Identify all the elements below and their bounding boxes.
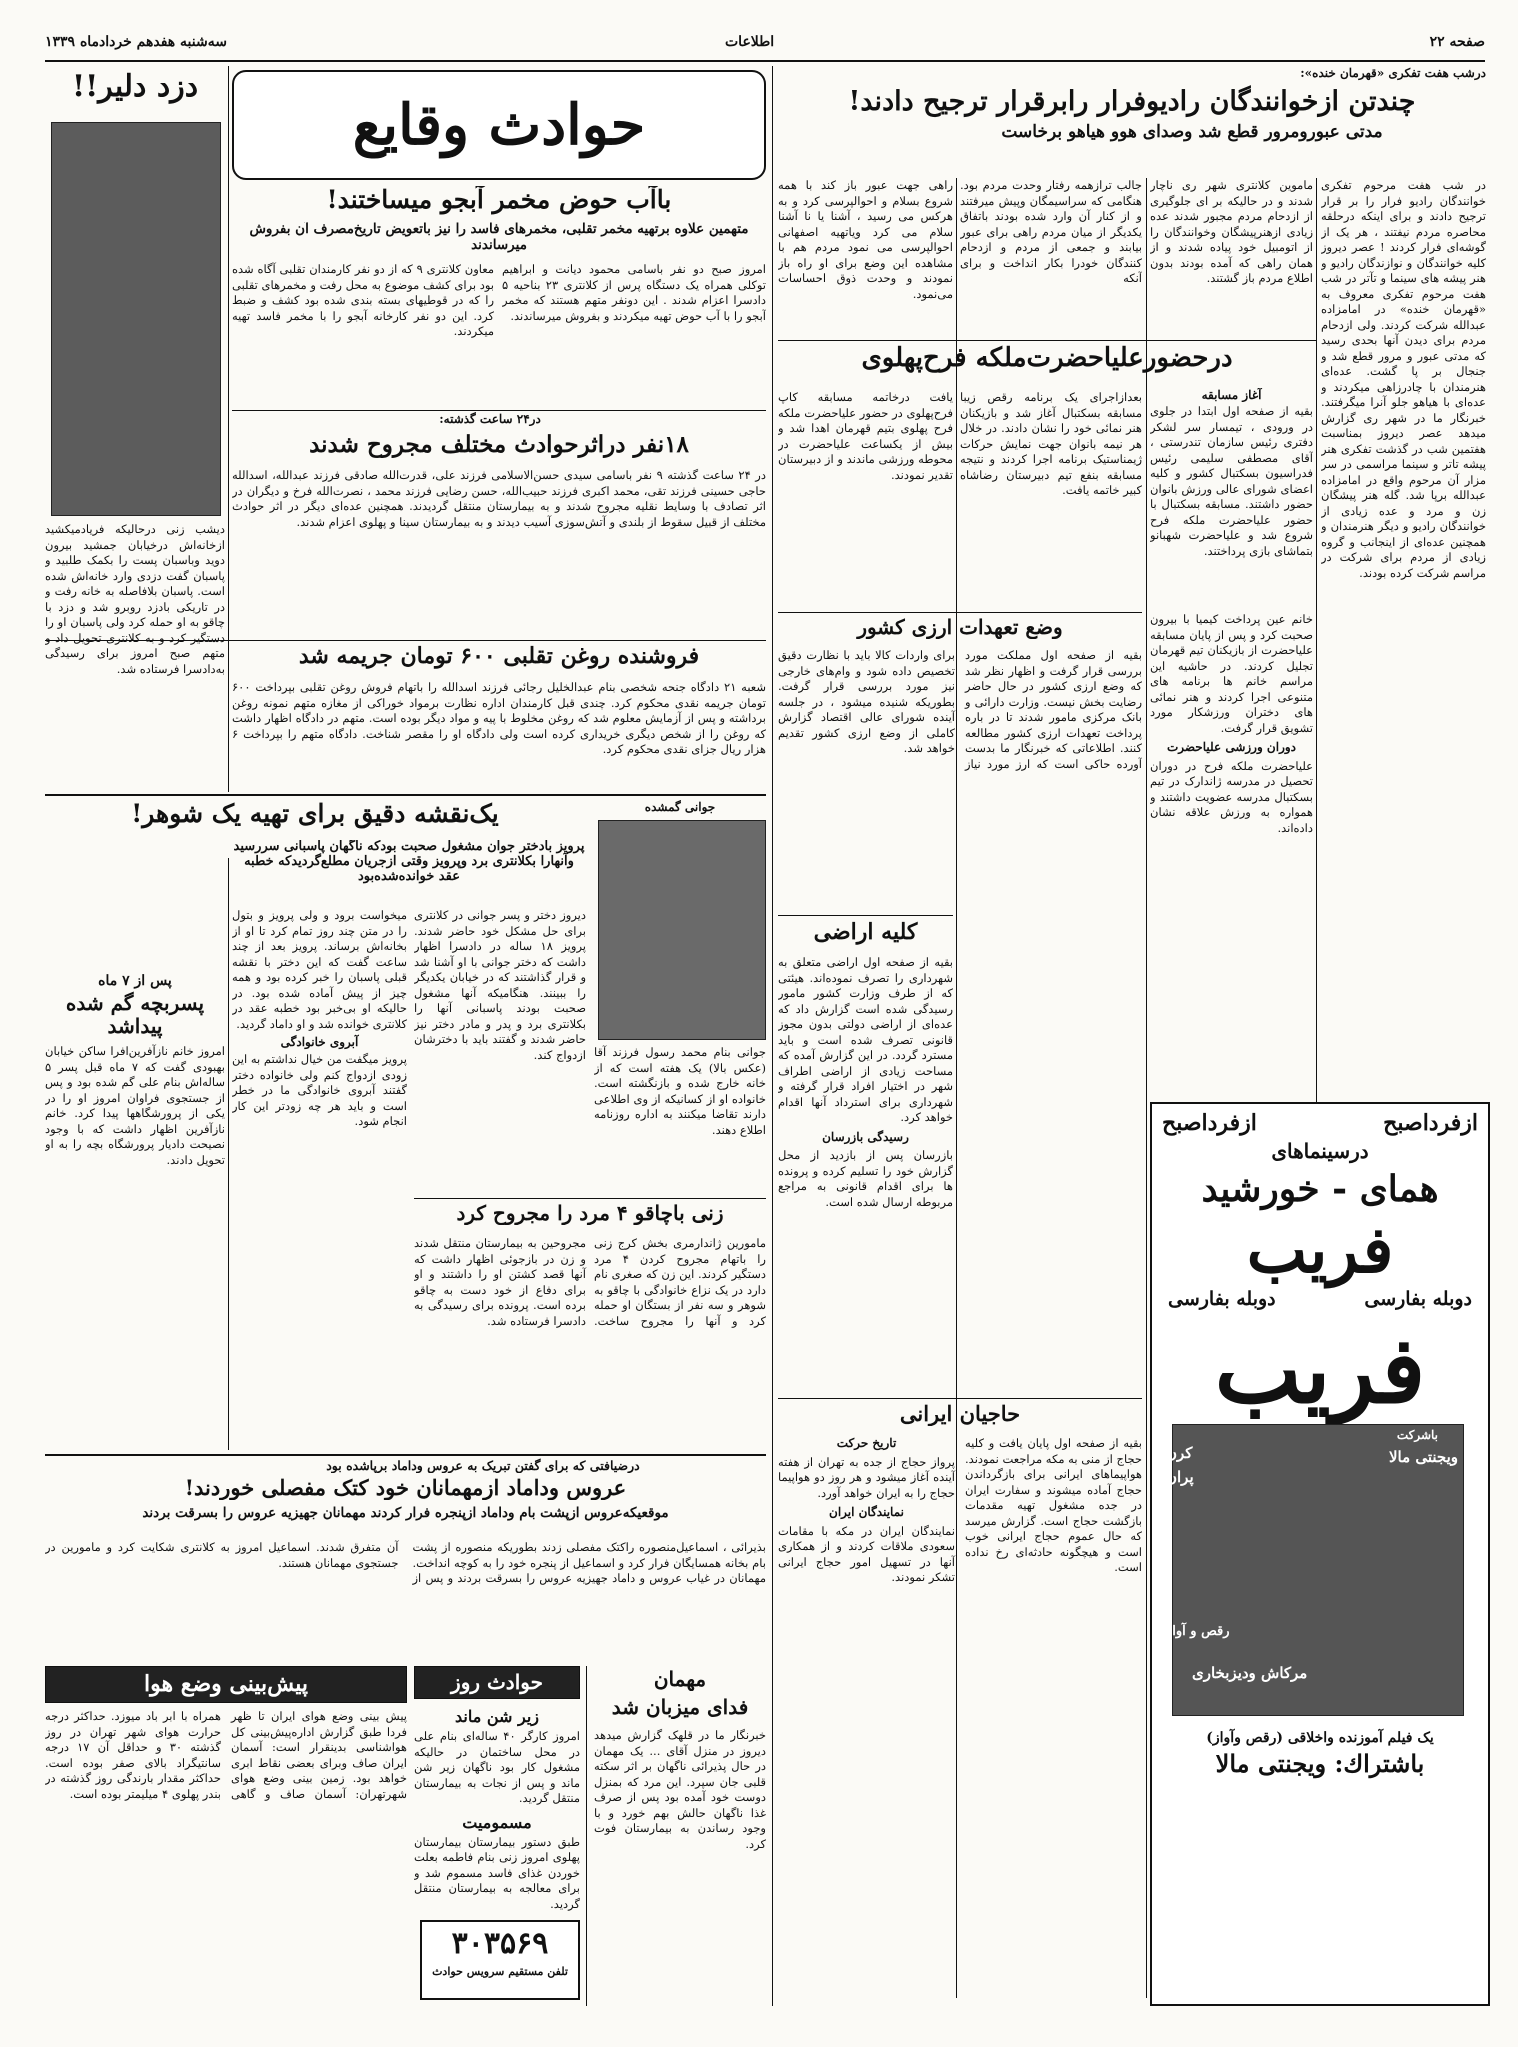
- pilgrims-sub: تاریخ حرکت: [836, 1436, 897, 1450]
- radio-headline: چندتن ازخوانندگان رادیوفرار رابرقرار ترجیح دادند!: [848, 86, 1416, 117]
- lands-sub: رسیدگی بازرسان: [822, 1129, 909, 1144]
- phone-label: تلفن مستقیم سرویس حوادث: [432, 1965, 568, 1978]
- guest-text: خبرنگار ما در قلهک گزارش میدهد دیروز در منزل آقای ... یک مهمان در حال پذیرائی ناگهان بر اثر سکته قلبی جان سپرد. این مرد که بمنزل دوست خود آمده بود پس از صرف غذا ناگهان حالش بهم خورد و با وجود رساندن به بیمارستان فوت کرد.: [594, 1728, 766, 1851]
- injured-headline: ۱۸نفر دراثرحوادث مختلف مجروح شدند: [309, 432, 689, 458]
- lost-boy-rule: [228, 858, 229, 1450]
- plan-sub1: پرویز بادختر جوان مشغول صحبت بودکه ناگهان پاسبانی سررسید وآنهارا بکلانتری برد وپرویز وقتی ازجریان مطلع‌گردیدکه خطبه عقد خوانده‌شده‌بود: [233, 840, 585, 884]
- queen-continued-text2: علیاحضرت ملکه فرح در دوران تحصیل در مدرسه ژاندارک در تیم بسکتبال مدرسه عضویت داشتند و همواره به ورزش علاقه نشان داده‌اند.: [1150, 758, 1313, 835]
- oil-headline: فروشنده روغن تقلبی ۶۰۰ تومان جریمه شد: [298, 644, 700, 669]
- queen-headline: درحضورعلیاحضرت‌ملکه فرح‌پهلوی: [861, 344, 1233, 373]
- radio-col-rule: [1316, 178, 1317, 1108]
- thief-photo: [51, 122, 221, 516]
- plan-col-3: پرویز میگفت من خیال نداشتم به این زودی ازدواج کنم ولی خانواده دختر گفتند آبروی خانوادگی ما در خطر است و باید هر چه زودتر این کار انجام شود.: [232, 1052, 407, 1128]
- lost-boy: [45, 850, 225, 1450]
- mid-col-rule-2: [1146, 178, 1147, 1998]
- cinema-starring: باشتراك: ویجنتی مالا: [1215, 1748, 1425, 1778]
- abjo-col-2: معاون کلانتری ۹ که از دو نفر کارمندان تقلبی آگاه شده بود برای کشف موضوع به محل رفت و مخمرهای تقلبی را که در قوطیهای بسته بندی شده بود کشف و ضبط کرد. این دو نفر کارخانه آبجو را با مخمر فاسد تهیه میکردند.: [232, 262, 494, 338]
- radio-col-2: ماموین کلانتری شهر ری ناچار شدند و در حالیکه بر ای جلوگیری از ازدحام مردم مجبور شدند عده زیادی ازهنرپیشگان وخوانندگان را از اتومبیل خود پیاده شدند و از همان راهی که آمده بودند بدون اطلاع مردم باز گشتند.: [1150, 178, 1313, 285]
- radio-col-1: در شب هفت مرحوم تفکری خوانندگان رادیو فرار را بر قرار ترجیح دادند و برای اینکه درحلقه محاصره مردم نیفتند ، هر یک از گوشه‌ای فرار کردند ! عصر دیروز کلیه خوانندگان و نوازندگان رادیو و هنر پیشه های سینما و تآتر در شب هفت مرحوم تفکری معروف به «قهرمان خنده» در امامزاده عبدالله شرکت کردند. ولی ازدحام مردم برای دیدن آنها بحدی رسید که مدتی عبور و مرور قطع شد و جنجال بر پا گشت. عده‌ای هنرمندان با چادرزاهی میکردند و عده‌ای با هیاهو جلو آنرا میگرفتند. خبرنگار ما در شهر ری گزارش میدهد عصر دیروز بمناسبت هفتمین شب در گذشت تفکری هنر پیشه تاتر و سینما مراسمی در سر مزار آن مرحوم واقع در امامزاده عبدالله برپا شد. گله هنر پیشگان زن و مرد و عده زیادی از خوانندگان رادیو و دیگر هنرمندان و همچنین عده‌ای از اینجانب و گروه زیادی از مردم برای شرکت در مراسم شرکت کرده بودند.: [1321, 178, 1486, 580]
- pilgrims-top-rule: [778, 1398, 1142, 1399]
- phone-number: ۳۰۳۵۶۹: [451, 1926, 549, 1961]
- weather-text: پیش بینی وضع هوای ایران تا ظهر فردا طبق گزارش اداره‌پیش‌بینی کل هواشناسی بدینقرار است: آسمان ایران صاف وبرای بعضی نقاط ابری خواهد بود. زمین بینی وضع هوای شهرتهران: آسمان صاف و گاهی همراه با ابر باد میوزد. حداکثر درجه حرارت هوای شهر تهران در روز گذشته ۳۰ و حداقل آن ۱۷ درجه سانتیگراد بالای صفر بوده است. حداکثر مقدار بارندگی روز گذشته در بندر پهلوی ۴ میلیمتر بوده است.: [45, 1709, 407, 1801]
- pilgrims-text: بقیه از صفحه اول پایان یافت و کلیه حجاج از منی به مکه مراجعت نمودند. هواپیماهای ایرانی برای بازگرداندن حجاج آماده میشوند و سفارت ایران در جده مشغول تهیه مقدمات بازگشت حجاج است. گزارش میرسد که حال عموم حجاج ایرانی خوب است و هیچگونه حادثه‌ای رخ نداده است.: [965, 1436, 1142, 1574]
- cinema-film-title-large: فریب: [1214, 1315, 1426, 1424]
- lands-headline: کلیه اراضی: [813, 920, 918, 945]
- lands-top-rule: [778, 915, 953, 916]
- cinema-tagline: یک فیلم آموزنده واخلاقی (رقص وآواز): [1206, 1729, 1434, 1746]
- plan-headline: یک‌نقشه دقیق برای تهیه یک شوهر!: [131, 800, 499, 828]
- lost-boy-intro: [45, 850, 225, 970]
- cinema-names: همای - خورشید: [1201, 1168, 1439, 1210]
- plan-top-rule: [45, 794, 766, 796]
- dub-label-2: دوبله بفارسی: [1168, 1287, 1276, 1310]
- thief-box: [45, 70, 225, 790]
- knife-top-rule: [414, 1198, 766, 1199]
- cinema-intro: درسینماهای: [1271, 1139, 1369, 1163]
- injured-kicker: در۲۴ ساعت گذشته:: [439, 412, 541, 426]
- guest-title: مهمان: [653, 1668, 707, 1691]
- page-number: صفحه ۲۲: [1429, 34, 1485, 50]
- wedding-kicker: درضیافتی که برای گفتن تبریک به عروس وداماد برپاشده بود: [326, 1458, 640, 1473]
- wedding-headline: عروس وداماد ازمهمانان خود کتک مفصلی خوردند!: [184, 1476, 627, 1500]
- radio-kicker: درشب هفت تفکری «قهرمان خنده»:: [1300, 66, 1486, 80]
- thief-text: دیشب زنی درحالیکه فریادمیکشید ازخانه‌اش درخیابان جمشید بیرون دوید وباسبان پست را بکمک طلبید و پاسبان گفت دزدی وارد خانه‌اش شده است. پاسبان بلافاصله به خانه رفت و در تاریکی بادزد روبرو شد و دزد با چاقو به او حمله کرد ولی پاسبان او را دستگیر کرد و به کلانتری تحویل داد و متهم صبح امروز برای رسیدگی به‌دادسرا فرستاده شد.: [45, 522, 225, 676]
- daily-events-text: امروز کارگر ۴۰ ساله‌ای بنام علی در محل ساختمان در حالیکه مشغول کار بود ناگهان زیر شن ماند و پس از نجات به بیمارستان منتقل گردید.: [414, 1729, 580, 1805]
- center-right-rule: [772, 66, 773, 2006]
- queen-col-3: یافت درخاتمه مسابقه کاپ فرح‌پهلوی در حضور علیاحضرت ملکه فرح پهلوی بتیم قهرمان اهدا شد و بیش از یکساعت علیاحضرت در محوطه ورزشی ماندند و از دبیرستان تقدیر نمودند.: [778, 390, 953, 482]
- youth-caption: جوانی گمشده: [644, 800, 716, 814]
- thief-col-rule: [228, 66, 229, 792]
- weather: [45, 1666, 407, 2006]
- radio-col-3: جالب ترازهمه رفتار وحدت مردم بود. هنگامی که سراسیمگان وپیش میرفتند و از کنار آن وارد شده بودند باتفاق یکدیگر از میان مردم راهی برای عبور بیابند و جمعی از مردم و ازدحام کنندگان خودرا بکار انداخت و برای آنکه: [960, 178, 1142, 285]
- queen-col-2: بعدازاجرای یک برنامه رقص زیبا مسابقه بسکتبال آغاز شد و بازیکنان هنر نمائی خود را نشان دادند. در خلال هر نیمه بانوان جهت نمایش حرکات ژیمناستیک برنامه اجرا کردند و نتیجه مسابقه بنفع تیم دبیرستان رضاشاه کبیر خاتمه یافت.: [960, 390, 1142, 497]
- lands-body: [778, 955, 953, 1395]
- guest-rule: [586, 1666, 587, 2006]
- hawades-banner: [232, 70, 766, 180]
- pilgrims-body: [778, 1436, 1142, 2006]
- queen-continued-sub: دوران ورزشی علیاحضرت: [1166, 740, 1297, 754]
- weather-title: پیش‌بینی وضع هوا: [45, 1666, 407, 1703]
- cinema-film-title: فریب: [1246, 1213, 1394, 1289]
- knife-text: مامورین ژاندارمری بخش کرج زنی را باتهام مجروح کردن ۴ مرد دستگیر کردند. این زن که صغری نام دارد در یک نزاع خانوادگی با چاقو به شوهر و سه نفر از بستگان او حمله کرد و آنها را مجروح ساخت. مجروحین به بیمارستان منتقل شدند و زن در بازجوئی اظهار داشت که آنها قصد کشتن او را داشتند و او برای دفاع از خود دست به چاقو برده است. پرونده برای رسیدگی به دادسرا فرستاده شد.: [414, 1236, 766, 1328]
- song-dance: رقص و آواز: [1166, 1623, 1230, 1639]
- injured-top-rule: [232, 410, 766, 411]
- queen-top-rule: [778, 340, 1316, 341]
- masthead-rule: [45, 60, 1485, 62]
- lands-text2: بازرسان پس از بازدید از محل گزارش خود را تسلیم کرده و پرونده ها برای اقدام قانونی به مراجع مربوطه ارسال شده است.: [778, 1148, 953, 1209]
- pilgrims-text2: پرواز حجاج از جده به تهران از هفته آینده آغاز میشود و هر روز دو هواپیما حجاج را به ایران خواهد آورد.: [778, 1454, 955, 1500]
- queen-col-1: بقیه از صفحه اول ابتدا در جلوی در ورودی ، تیمسار سر لشکر دفتری رئیس سازمان تندرستی ، آقای مصطفی سلیمی رئیس فدراسیون بسکتبال کشور و کلیه اعضای شورای عالی ورزش بانوان حضور داشتند. مسابقه بسکتبال با حضور علیاحضرت ملکه فرح شروع شد و علیاحضرت شهبانو بتماشای بازی پرداختند.: [1150, 404, 1313, 558]
- wedding-text: بذیرائی ، اسماعیل‌منصوره راکتک مفصلی زدند بطوریکه منصوره از پشت بام بخانه همسایگان فرار کرد و اسماعیل از پنجره خود را به کوچه انداخت. مهمانان در غیاب عروس و داماد جهیزیه عروس را بسرقت بردند و پس از آن متفرق شدند. اسماعیل امروز به کلانتری شکایت کرد و مامورین در جستجوی مهمانان هستند.: [45, 1540, 766, 1585]
- abjo-subhead: متهمین علاوه برتهیه مخمر تقلبی، مخمرهای فاسد را نیز باتعویض تاریخ‌مصرف آن بفروش میرساندند: [249, 222, 749, 253]
- currency-headline: وضع تعهدات ارزی کشور: [857, 616, 1063, 639]
- plan-col-1: دیروز دختر و پسر جوانی در کلانتری برای حل مشکل خود حاضر شدند. پرویز ۱۸ ساله در دادسرا اظهار داشت که دختر جوانی با او آشنا شد و قرار گذاشتند که در خیابان یکدیگر را ببینند. هنگامیکه آنها مشغول صحبت بودند پاسبانی آنها را بکلانتری برد و پدر و مادر دختر نیز حاضر شدند و گفتند باید با دخترشان ازدواج کند.: [414, 908, 586, 1062]
- currency-continued: [960, 915, 1142, 1395]
- lost-boy-headline: پسربچه گم شده پیداشد: [65, 991, 205, 1038]
- actor-name-3: مرکاش ودیزبخاری: [1192, 1663, 1308, 1682]
- mid-col-rule: [956, 178, 957, 1998]
- abjo-headline: باآب حوض مخمر آبجو میساختند!: [326, 186, 672, 214]
- phone-ad: [420, 1920, 580, 2000]
- oil-top-rule: [45, 640, 766, 641]
- currency-text: بقیه از صفحه اول مملکت مورد بررسی قرار گرفت و اظهار نظر شد که وضع ارزی کشور در حال حاضر رضایت بخش نیست. وزارت دارائی و بانک مرکزی مامور شدند تا در باره پرداخت تعهدات ارزی کشور مطالعه کنند. اطلاعاتی که خبرنگار ما بدست آورده حاکی است که ارز مورد نیاز برای واردات کالا باید با نظارت دقیق تخصیص داده شود و وام‌های خارجی نیز مورد بررسی قرار گرفت. بطوریکه شنیده میشود ، در جلسه آینده شورای عالی اقتصاد گزارش کاملی از وضع ارزی کشور تقدیم خواهد شد.: [778, 648, 1142, 771]
- masthead: [45, 28, 1485, 58]
- wedding-top-rule: [45, 1454, 766, 1456]
- plan-col-2-wrap: [232, 908, 407, 1448]
- hawades-title: حوادث وقایع: [352, 92, 646, 158]
- issue-date: سه‌شنبه هفدهم خرداد‌ماه ۱۳۳۹: [45, 34, 227, 50]
- radio-col-4: راهی جهت عبور باز کند با همه شروع بسلام و احوالپرسی کرد و به هرکس می رسید ، آشنا یا نا آشنا سلام می کرد ویاتهیه اصفهانی احوالپرسی می نمود مردم هم با مشاهده این وضع برای او راه باز نمودند و وحدت ذوق احساسات می‌نمود.: [778, 178, 953, 301]
- pilgrims-headline: حاجیان ایرانی: [899, 1402, 1021, 1426]
- queen-continued: [1150, 612, 1313, 1092]
- paper-name: اطلاعات: [725, 34, 775, 50]
- pilgrims-sub2: نمایندگان ایران: [829, 1505, 904, 1519]
- pilgrims-text3: نمایندگان ایران در مکه با مقامات سعودی ملاقات کردند و از همکاری آنها در تسهیل امور حجاج ایرانی تشکر نمودند.: [778, 1523, 955, 1584]
- cinema-from-tomorrow-1: ازفرداصبح: [1383, 1110, 1478, 1136]
- daily-events-title: حوادث روز: [414, 1666, 580, 1699]
- wedding-sub: موقعیکه‌عروس ازپشت بام وداماد ازپنجره فرار کردند مهمانان جهیزیه عروس را بسرقت بردند: [142, 1506, 669, 1521]
- youth-photo: [598, 820, 766, 1040]
- thief-title: دزد دلیر!!: [71, 70, 199, 104]
- oil-text: شعبه ۲۱ دادگاه جنحه شخصی بنام عبدالخلیل رجائی فرزند اسدالله را باتهام فروش روغن تقلبی بپرداخت ۶۰۰ تومان جریمه نقدی محکوم کرد. چندی قبل کارمندان اداره نظارت برمواد خوراکی از مغازه متهم نمونه روغن برداشته و پس از آزمایش معلوم شد که روغن مخلوط با پیه و مواد دیگر بوده است. متهم در دادگاه اظهار داشت که روغن را از شخص دیگری خریداری کرده است ولی دادگاه او را مقصر شناخت. دادگاه متهم را بپرداخت ۶ هزار ریال جزای نقدی محکوم کرد.: [232, 680, 766, 756]
- plan-col-2: میخواست برود و ولی پرویز و بتول را در متن چند روز تمام کرد تا او از بخانه‌اش برساند. پرویز بعد از چند ساعت گفت که این دختر با نقشه قبلی پاسبان را خبر کرده بود و همه چیز از پیش آماده شده بود. در حالیکه او بی‌خبر بود خطبه عقد در کلانتری خوانده شد و او داماد گردید.: [232, 908, 407, 1031]
- queen-sub: آغاز مسابقه: [1201, 388, 1262, 402]
- actor-name-2: پران: [1166, 1467, 1194, 1486]
- radio-subhead: مدتی عبورومرور قطع شد وصدای هوو هیاهو برخاست: [1001, 122, 1383, 143]
- cast-with: باشرکت: [1396, 1427, 1438, 1442]
- cinema-ad: [1150, 1102, 1490, 2006]
- poison-text: طبق دستور بیمارستان بیمارستان پهلوی امروز زنی بنام فاطمه بعلت خوردن غذای فاسد مسموم شد و برای معالجه به بیمارستان منتقل گردید.: [414, 1834, 580, 1911]
- dub-label-1: دوبله بفارسی: [1364, 1287, 1472, 1310]
- lost-boy-kicker: پس از ۷ ماه: [98, 973, 172, 989]
- lost-boy-text: امروز خانم نازآفرین‌افرا ساکن خیابان بهبودی گفت که ۷ ماه قبل پسر ۵ ساله‌اش بنام علی گم شده بود و پس از جستجوی فراوان امروز او را در یکی از پرورشگاهها پیدا کرد. خانم نازآفرین اظهار داشت که با وجود نصیحت دادیار پرورشگاه بچه را به او تحویل دادند.: [45, 1044, 225, 1167]
- lands-text: بقیه از صفحه اول اراضی متعلق به شهرداری را تصرف نموده‌اند. هیئتی که از طرف وزارت کشور مامور رسیدگی شده است گزارش داد که عده‌ای از اراضی دولتی بدون مجوز قانونی تصرف شده است و باید مسترد گردد. در این گزارش آمده که مساحت زیادی از اراضی اطراف شهر در اختیار افراد قرار گرفته و شهرداری برای استرداد آنها اقدام خواهد کرد.: [778, 955, 953, 1124]
- injured-text: در ۲۴ ساعت گذشته ۹ نفر باسامی سیدی حسن‌الاسلامی فرزند علی، قدرت‌الله صادقی فرزند عبدالله، اسدالله حاجی حسینی فرزند تقی، محمد اکبری فرزند حبیب‌الله، حسن رضایی فرزند محمد ، نصرت‌الله فرخ و دیگران در اثر تصادف با وسایط نقلیه مجروح شدند و به بیمارستان منتقل گردیدند. همچنین عده‌ای دیگر در اثر حوادث مختلف از قبیل سقوط از بلندی و آتش‌سوزی آسیب دیدند و به بیمارستان سینا و پهلوی اعزام شدند.: [232, 468, 766, 529]
- actor-name: کرن: [1166, 1443, 1193, 1462]
- currency-top-rule: [778, 612, 1142, 613]
- poison-title: مسمومیت: [462, 1812, 532, 1832]
- daily-events-sub: زیر شن ماند: [454, 1707, 540, 1726]
- cinema-from-tomorrow-2: ازفرداصبح: [1162, 1110, 1257, 1136]
- guest-sub: فدای میزبان شد: [611, 1696, 749, 1719]
- queen-continued-text: خانم عین پرداخت کیمیا با بیرون صحبت کرد و پس از پایان مسابقه علیاحضرت از بازیکنان تیم قهرمان تجلیل کردند. در حاشیه این مراسم خانم ها برنامه های متنوعی اجرا کردند و هنر نمائی های دختران ورزشکار مورد تشویق قرار گرفت.: [1150, 612, 1313, 735]
- plan-sub2: آبروی خانوادگی: [280, 1035, 359, 1049]
- youth-text: جوانی بنام محمد رسول فرزند آقا (عکس بالا) یک هفته است که از خانه خارج شده و بازنگشته است. خانواده او از کسانیکه از وی اطلاعی دارند تقاضا میکنند به اداره روزنامه اطلاع دهند.: [594, 1045, 766, 1137]
- knife-headline: زنی باچاقو ۴ مرد را مجروح کرد: [456, 1202, 724, 1225]
- abjo-col-1: امروز صبح دو نفر باسامی محمود دیانت و ابراهیم توکلی همراه یک دستگاه پرس از کلانتری ۲۳ بناحیه ۵ دادسرا اعزام شدند . این دونفر متهم هستند که مخمر آبجو را با آب حوض تهیه میکردند و بفروش میرساندند.: [502, 262, 766, 323]
- actress-name: ویجنتی مالا: [1388, 1447, 1458, 1466]
